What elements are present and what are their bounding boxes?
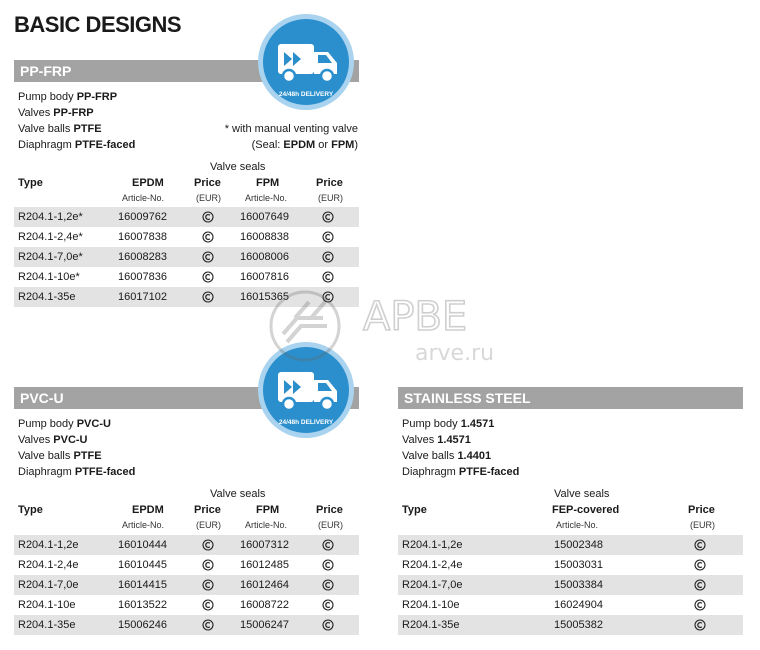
- spec-diaphragm: Diaphragm PTFE-faced: [18, 139, 136, 151]
- spec-valve-balls: Valve balls PTFE: [18, 450, 102, 462]
- epdm-article-cell: 16014415: [118, 579, 167, 591]
- price-on-request-icon: [322, 559, 334, 571]
- epdm-article-cell: 16008283: [118, 251, 167, 263]
- epdm-article-cell: 15006246: [118, 619, 167, 631]
- type-cell: R204.1-10e: [18, 599, 76, 611]
- spec-pump-body: Pump body 1.4571: [402, 418, 495, 430]
- col-price-fpm-eur: (EUR): [318, 520, 343, 530]
- price-on-request-icon: [322, 231, 334, 243]
- price-on-request-icon: [694, 599, 706, 611]
- table-row: [398, 595, 743, 615]
- type-cell: R204.1-2,4e: [402, 559, 463, 571]
- valve-seals-heading: Valve seals: [210, 488, 266, 500]
- venting-note-line1: * with manual venting valve: [224, 123, 358, 135]
- price-on-request-icon: [202, 559, 214, 571]
- col-epdm: EPDM: [132, 504, 164, 516]
- type-cell: R204.1-2,4e*: [18, 231, 83, 243]
- price-on-request-icon: [694, 579, 706, 591]
- price-on-request-icon: [202, 291, 214, 303]
- col-type: Type: [18, 504, 43, 516]
- col-fpm: FPM: [256, 504, 280, 516]
- valve-seals-heading: Valve seals: [210, 161, 266, 173]
- table-row: [398, 615, 743, 635]
- col-price-epdm-eur: (EUR): [196, 193, 221, 203]
- spec-pump-body: Pump body PP-FRP: [18, 91, 118, 103]
- epdm-article-cell: 16007836: [118, 271, 167, 283]
- price-on-request-icon: [694, 539, 706, 551]
- page-title: BASIC DESIGNS: [14, 12, 182, 37]
- table-row: [398, 555, 743, 575]
- price-on-request-icon: [322, 619, 334, 631]
- fpm-article-cell: 16008838: [240, 231, 289, 243]
- col-fpm-article: Article-No.: [245, 193, 288, 203]
- fep-article-cell: 15002348: [554, 539, 603, 551]
- col-fep: FEP-covered: [552, 504, 620, 516]
- type-cell: R204.1-35e: [402, 619, 460, 631]
- spec-pump-body: Pump body PVC-U: [18, 418, 111, 430]
- table-row: [14, 267, 359, 287]
- type-cell: R204.1-10e: [402, 599, 460, 611]
- table-row: [14, 595, 359, 615]
- price-on-request-icon: [202, 211, 214, 223]
- fpm-article-cell: 15006247: [240, 619, 289, 631]
- col-price-fpm: Price: [316, 504, 343, 516]
- spec-diaphragm: Diaphragm PTFE-faced: [402, 466, 520, 478]
- price-on-request-icon: [202, 251, 214, 263]
- fpm-article-cell: 16007816: [240, 271, 289, 283]
- table-row: [14, 615, 359, 635]
- epdm-article-cell: 16010445: [118, 559, 167, 571]
- fpm-article-cell: 16007312: [240, 539, 289, 551]
- price-on-request-icon: [202, 619, 214, 631]
- spec-valves: Valves PVC-U: [18, 434, 88, 446]
- col-type: Type: [402, 504, 427, 516]
- fpm-article-cell: 16007649: [240, 211, 289, 223]
- col-epdm: EPDM: [132, 177, 164, 189]
- watermark-logo: [265, 288, 505, 368]
- price-on-request-icon: [322, 579, 334, 591]
- fep-article-cell: 15003031: [554, 559, 603, 571]
- type-cell: R204.1-1,2e: [18, 539, 79, 551]
- type-cell: R204.1-7,0e: [18, 579, 79, 591]
- table-row: [14, 207, 359, 227]
- col-price-fep: Price: [688, 504, 715, 516]
- col-price-epdm-eur: (EUR): [196, 520, 221, 530]
- price-on-request-icon: [322, 211, 334, 223]
- fpm-article-cell: 16008722: [240, 599, 289, 611]
- col-price-epdm: Price: [194, 177, 221, 189]
- fep-article-cell: 15003384: [554, 579, 603, 591]
- venting-note-line2: (Seal: EPDM or FPM): [251, 139, 358, 151]
- price-on-request-icon: [322, 271, 334, 283]
- price-on-request-icon: [322, 539, 334, 551]
- epdm-article-cell: 16010444: [118, 539, 167, 551]
- table-row: [14, 575, 359, 595]
- price-on-request-icon: [202, 599, 214, 611]
- delivery-badge-text: 24/48h DELIVERY: [278, 419, 334, 426]
- venting-note: [170, 121, 358, 153]
- col-epdm-article: Article-No.: [122, 193, 165, 203]
- table-row: [14, 555, 359, 575]
- section-title-pp-frp: PP-FRP: [14, 60, 359, 82]
- delivery-badge-icon: [256, 12, 356, 112]
- price-on-request-icon: [322, 599, 334, 611]
- col-price-epdm: Price: [194, 504, 221, 516]
- price-on-request-icon: [202, 539, 214, 551]
- pvc-u-specs: [18, 416, 218, 480]
- fep-article-cell: 15005382: [554, 619, 603, 631]
- col-price-fep-eur: (EUR): [690, 520, 715, 530]
- section-title-pvc-u: PVC-U: [14, 387, 359, 409]
- type-cell: R204.1-1,2e*: [18, 211, 83, 223]
- type-cell: R204.1-2,4e: [18, 559, 79, 571]
- table-row: [14, 535, 359, 555]
- fpm-article-cell: 16015365: [240, 291, 289, 303]
- fep-article-cell: 16024904: [554, 599, 603, 611]
- col-price-fpm: Price: [316, 177, 343, 189]
- fpm-article-cell: 16012464: [240, 579, 289, 591]
- pvc-u-table: [14, 535, 359, 635]
- price-on-request-icon: [322, 251, 334, 263]
- epdm-article-cell: 16007838: [118, 231, 167, 243]
- stainless-specs: [402, 416, 602, 480]
- spec-valves: Valves 1.4571: [402, 434, 471, 446]
- col-fpm: FPM: [256, 177, 280, 189]
- spec-diaphragm: Diaphragm PTFE-faced: [18, 466, 136, 478]
- type-cell: R204.1-1,2e: [402, 539, 463, 551]
- price-on-request-icon: [202, 231, 214, 243]
- price-on-request-icon: [202, 579, 214, 591]
- col-epdm-article: Article-No.: [122, 520, 165, 530]
- type-cell: R204.1-7,0e: [402, 579, 463, 591]
- price-on-request-icon: [694, 559, 706, 571]
- watermark-site: arve.ru: [415, 341, 495, 366]
- valve-seals-heading: Valve seals: [554, 488, 610, 500]
- fpm-article-cell: 16008006: [240, 251, 289, 263]
- section-title-stainless-steel: STAINLESS STEEL: [398, 387, 743, 409]
- epdm-article-cell: 16013522: [118, 599, 167, 611]
- epdm-article-cell: 16017102: [118, 291, 167, 303]
- spec-valves: Valves PP-FRP: [18, 107, 94, 119]
- col-fep-article: Article-No.: [556, 520, 599, 530]
- type-cell: R204.1-10e*: [18, 271, 80, 283]
- spec-valve-balls: Valve balls PTFE: [18, 123, 102, 135]
- table-row: [14, 247, 359, 267]
- epdm-article-cell: 16009762: [118, 211, 167, 223]
- spec-valve-balls: Valve balls 1.4401: [402, 450, 492, 462]
- table-row: [398, 575, 743, 595]
- table-row: [398, 535, 743, 555]
- price-on-request-icon: [694, 619, 706, 631]
- table-row: [14, 227, 359, 247]
- type-cell: R204.1-35e: [18, 619, 76, 631]
- col-price-fpm-eur: (EUR): [318, 193, 343, 203]
- type-cell: R204.1-35e: [18, 291, 76, 303]
- fpm-article-cell: 16012485: [240, 559, 289, 571]
- col-type: Type: [18, 177, 43, 189]
- price-on-request-icon: [202, 271, 214, 283]
- watermark-brand: АРВЕ: [363, 294, 468, 340]
- type-cell: R204.1-7,0e*: [18, 251, 83, 263]
- stainless-table: [398, 535, 743, 635]
- delivery-badge-text: 24/48h DELIVERY: [278, 91, 334, 98]
- col-fpm-article: Article-No.: [245, 520, 288, 530]
